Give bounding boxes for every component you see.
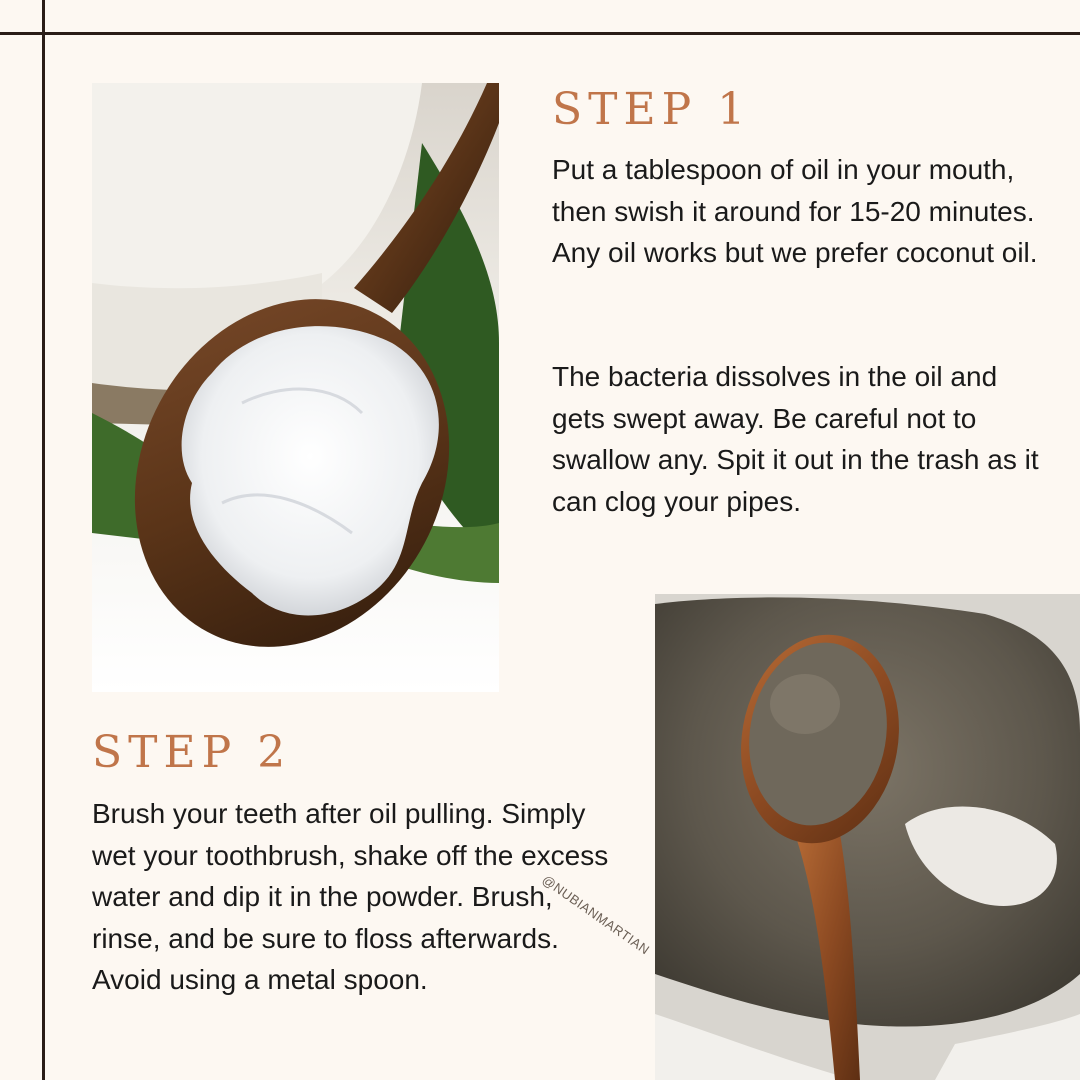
coconut-oil-spoon-image <box>92 83 499 692</box>
step-2-title: STEP 2 <box>92 727 292 778</box>
step-1-title: STEP 1 <box>552 84 752 135</box>
left-border-line <box>42 0 45 1080</box>
step-1-paragraph-2: The bacteria dissolves in the oil and gets swept away. Be careful not to swallow any. Spit it out in the trash as it can clog your pipes. <box>552 361 1039 517</box>
step-2-paragraph-1: Brush your teeth after oil pulling. Simply wet your toothbrush, shake off the excess water and dip it in the powder. Brush, rinse, and be sure to floss afterwards. Avoid using a metal spoon. <box>92 798 609 995</box>
watermark-handle: @NUBIANMARTIAN <box>539 872 653 958</box>
tooth-powder-spoon-image <box>655 594 1080 1080</box>
top-border-line <box>0 32 1080 35</box>
step-1-paragraph-1: Put a tablespoon of oil in your mouth, then swish it around for 15-20 minutes. Any oil works but we prefer coconut oil. <box>552 154 1038 268</box>
